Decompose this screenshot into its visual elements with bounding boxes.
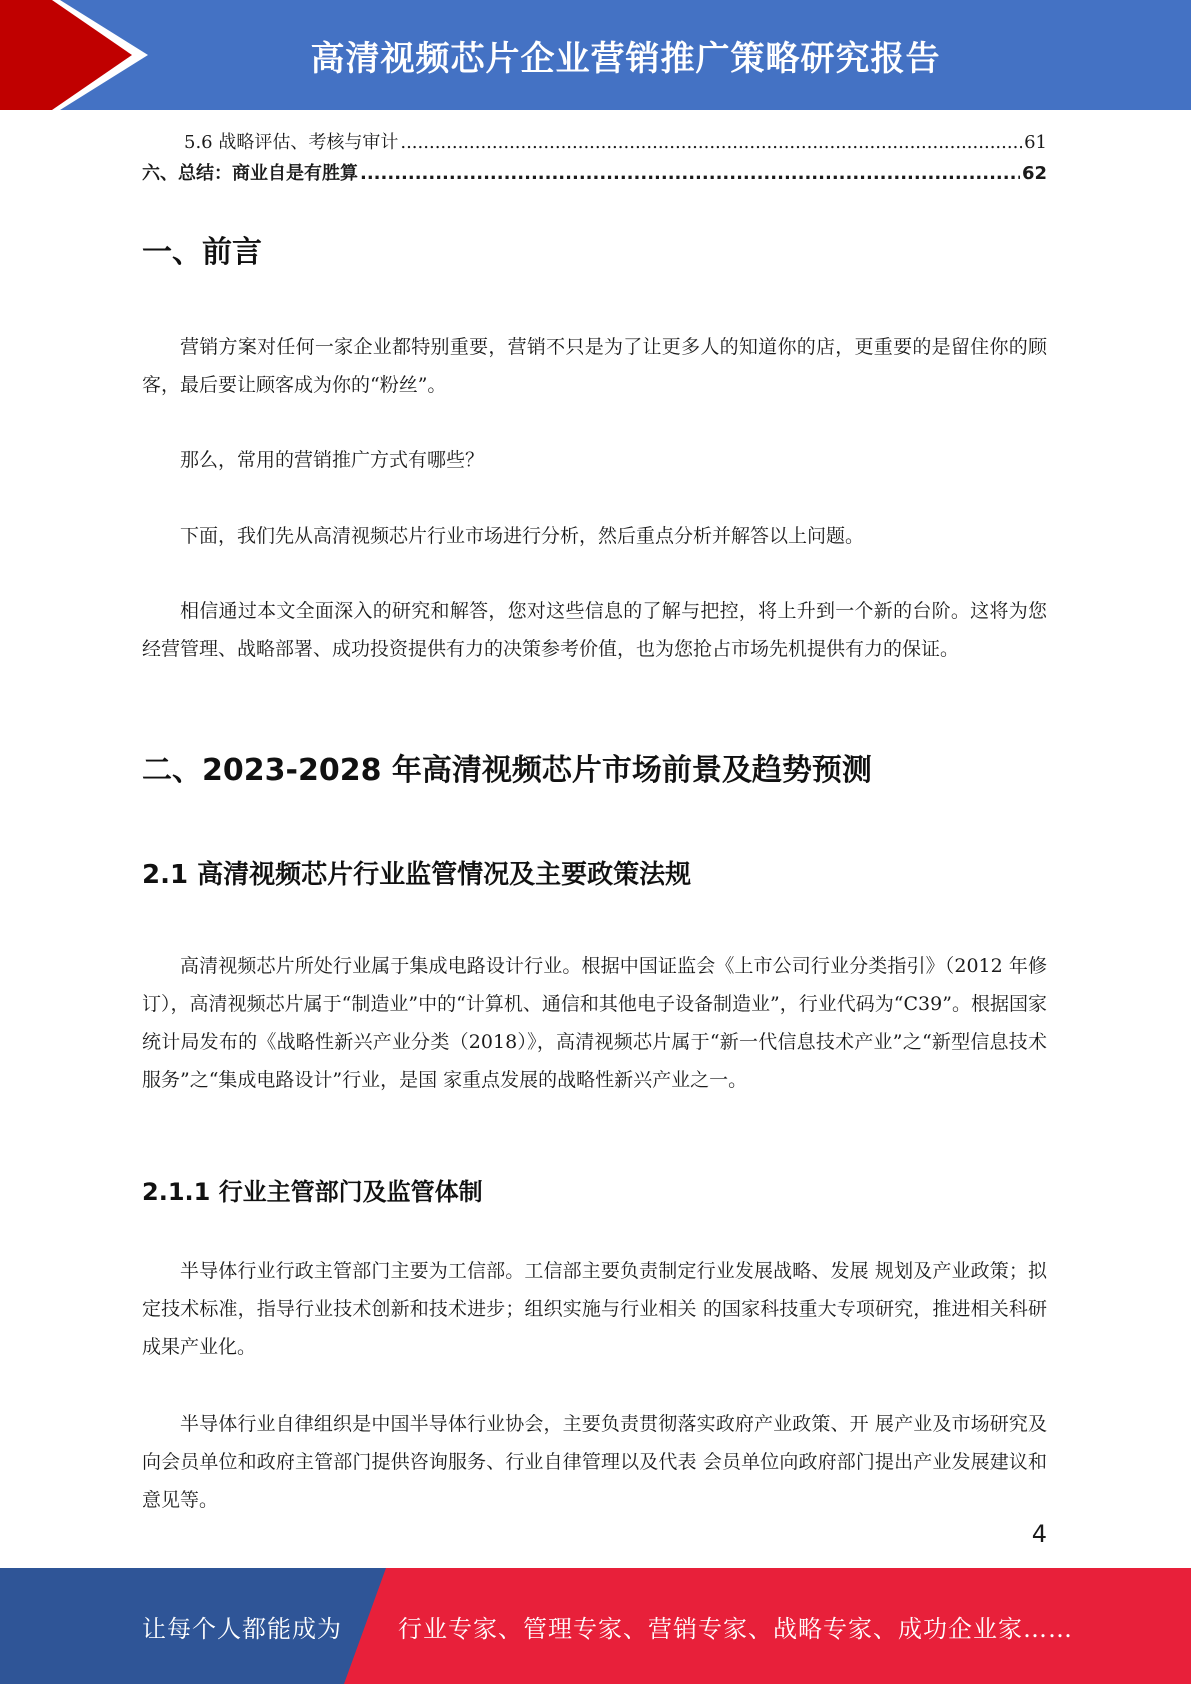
paragraph: 高清视频芯片所处行业属于集成电路设计行业。根据中国证监会《上市公司行业分类指引》（2012 年修订），高清视频芯片属于“制造业”中的“计算机、通信和其他电子设备制造业”，行业代码为“C39”。根据国家统计局发布的《战略性新兴产业分类（2018）》，高清视频芯片属于“新一代信息技术产业”之“新型信息技术服务”之“集成电路设计”行业，是国 家重点发展的战略性新兴产业之一。 — [142, 955, 1047, 1091]
toc-entry-page: 62 — [1021, 163, 1047, 184]
paragraph: 营销方案对任何一家企业都特别重要，营销不只是为了让更多人的知道你的店，更重要的是留住你的顾客，最后要让顾客成为你的“粉丝”。 — [142, 336, 1047, 396]
toc-entry[interactable] — [142, 161, 1047, 187]
toc-leader-dots — [400, 130, 1022, 156]
header-title: 高清视频芯片企业营销推广策略研究报告 — [310, 38, 941, 79]
heading-market-forecast: 二、2023-2028 年高清视频芯片市场前景及趋势预测 — [142, 753, 872, 788]
paragraph: 下面，我们先从高清视频芯片行业市场进行分析，然后重点分析并解答以上问题。 — [180, 525, 865, 547]
toc-entry-label: 六、总结：商业自是有胜算 — [142, 163, 358, 184]
toc-entry-page: 61 — [1024, 132, 1047, 153]
toc-entry[interactable] — [142, 130, 1047, 156]
paragraph: 那么，常用的营销推广方式有哪些？ — [180, 449, 485, 471]
paragraph: 半导体行业自律组织是中国半导体行业协会，主要负责贯彻落实政府产业政策、开 展产业及市场研究及向会员单位和政府主管部门提供咨询服务、行业自律管理以及代表 会员单位向政府部门提出产业发展建议和意见等。 — [142, 1413, 1047, 1511]
heading-2-1: 2.1 高清视频芯片行业监管情况及主要政策法规 — [142, 860, 692, 890]
footer-slogan-left: 让每个人都能成为 — [142, 1614, 342, 1643]
page-header — [0, 0, 1191, 110]
header-chevron-icon — [0, 0, 150, 110]
heading-2-1-1: 2.1.1 行业主管部门及监管体制 — [142, 1178, 483, 1206]
footer-slogan-right: 行业专家、管理专家、营销专家、战略专家、成功企业家…… — [398, 1614, 1073, 1643]
heading-preface: 一、前言 — [142, 235, 262, 270]
paragraph: 半导体行业行政主管部门主要为工信部。工信部主要负责制定行业发展战略、发展 规划及产业政策；拟定技术标准，指导行业技术创新和技术进步；组织实施与行业相关 的国家科技重大专项研究，推进相关科研成果产业化。 — [142, 1260, 1047, 1358]
paragraph: 相信通过本文全面深入的研究和解答，您对这些信息的了解与把控，将上升到一个新的台阶。这将为您经营管理、战略部署、成功投资提供有力的决策参考价值，也为您抢占市场先机提供有力的保证。 — [142, 600, 1047, 660]
page-footer — [0, 1568, 1191, 1684]
page-number: 4 — [1031, 1520, 1047, 1548]
toc-leader-dots — [360, 161, 1020, 187]
toc-entry-label: 5.6 战略评估、考核与审计 — [184, 132, 399, 153]
